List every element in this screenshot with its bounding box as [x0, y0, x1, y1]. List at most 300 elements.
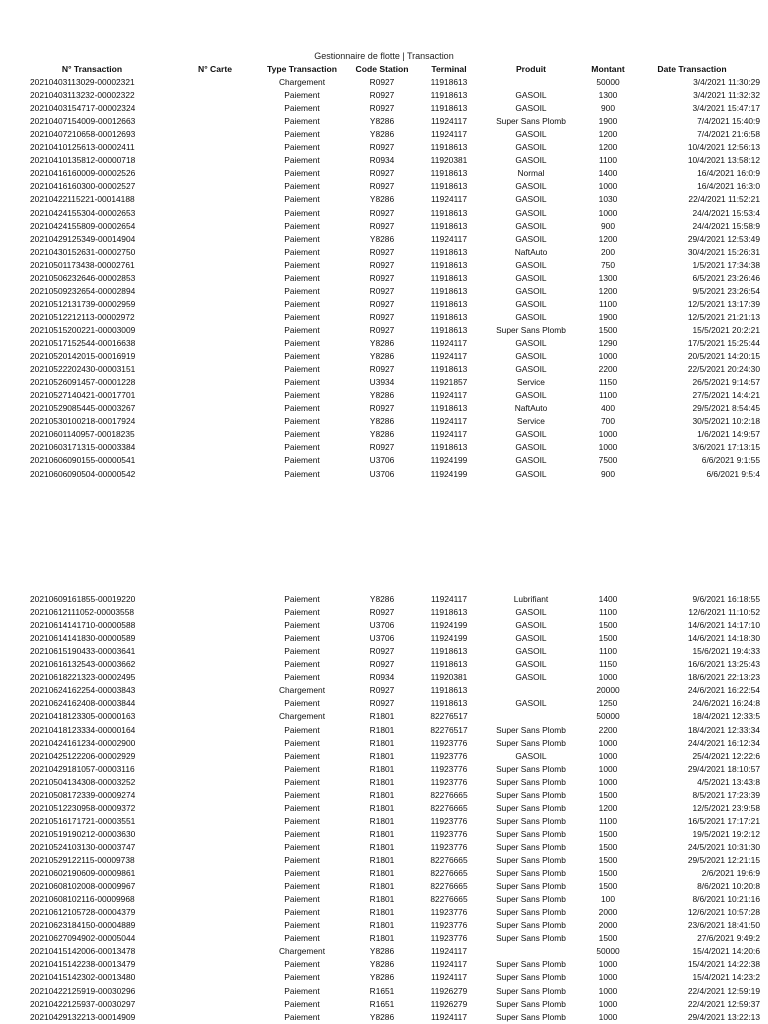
cell-terminal: 11924117	[430, 129, 468, 140]
cell-station-code: R1651	[369, 985, 395, 996]
cell-transaction-id: 20210614141830-00000589	[30, 633, 136, 644]
cell-amount: 1500	[598, 620, 618, 631]
cell-product: GASOIL	[515, 646, 547, 657]
cell-transaction-id: 20210519190212-00003630	[30, 828, 136, 839]
table-row	[0, 684, 768, 697]
cell-terminal: 11923776	[430, 776, 468, 787]
cell-transaction-date: 22/4/2021 12:59:19	[687, 985, 760, 996]
table-row	[0, 1011, 768, 1024]
cell-transaction-type: Paiement	[284, 338, 320, 348]
cell-station-code: Y8286	[369, 390, 395, 401]
cell-product: Super Sans Plomb	[496, 841, 566, 852]
table-row	[0, 298, 768, 311]
cell-transaction-type: Paiement	[284, 429, 320, 440]
cell-station-code: R1801	[369, 724, 395, 735]
cell-transaction-type: Paiement	[284, 894, 320, 905]
table-row	[0, 337, 768, 350]
cell-transaction-id: 20210407210658-00012693	[30, 129, 136, 140]
cell-station-code: Y8286	[369, 129, 395, 140]
cell-station-code: R0927	[369, 442, 395, 453]
cell-transaction-type: Paiement	[284, 724, 320, 735]
table-row	[0, 841, 768, 854]
cell-transaction-type: Paiement	[284, 155, 320, 166]
cell-transaction-id: 20210512131739-00002959	[30, 298, 136, 309]
cell-transaction-type: Paiement	[284, 920, 320, 931]
cell-amount: 1500	[598, 633, 618, 644]
table-row	[0, 428, 768, 441]
cell-transaction-date: 17/5/2021 15:25:44	[687, 338, 760, 348]
cell-amount: 2000	[598, 907, 618, 918]
cell-station-code: R1801	[369, 750, 395, 761]
cell-product: Super Sans Plomb	[496, 933, 566, 944]
cell-transaction-date: 30/4/2021 15:26:31	[687, 246, 760, 257]
cell-product: Super Sans Plomb	[496, 724, 566, 735]
cell-station-code: R0927	[369, 364, 395, 375]
cell-transaction-date: 8/6/2021 10:21:16	[692, 894, 760, 905]
cell-station-code: U3706	[369, 620, 395, 631]
cell-transaction-id: 20210424155304-00002653	[30, 207, 136, 218]
cell-product: Super Sans Plomb	[496, 998, 566, 1009]
cell-transaction-id: 20210624162254-00003843	[30, 685, 136, 696]
cell-station-code: R1801	[369, 868, 395, 879]
cell-transaction-type: Paiement	[284, 259, 320, 270]
cell-amount: 7500	[598, 455, 618, 466]
cell-terminal: 11918613	[430, 285, 468, 296]
table-row	[0, 167, 768, 180]
table-row	[0, 468, 768, 481]
table-row	[0, 415, 768, 428]
cell-product: GASOIL	[515, 672, 547, 683]
cell-transaction-type: Paiement	[284, 168, 320, 179]
cell-terminal: 11918613	[430, 311, 468, 322]
cell-terminal: 11918613	[430, 168, 468, 179]
cell-transaction-type: Paiement	[284, 285, 320, 296]
cell-amount: 50000	[596, 77, 620, 87]
document-title: Gestionnaire de flotte | Transaction	[314, 51, 454, 61]
cell-product: GASOIL	[515, 298, 547, 309]
cell-transaction-type: Paiement	[284, 607, 320, 618]
cell-product: GASOIL	[515, 442, 547, 453]
cell-station-code: R1801	[369, 815, 395, 826]
cell-amount: 1500	[598, 324, 618, 335]
cell-station-code: R0927	[369, 77, 395, 87]
cell-transaction-id: 20210606090504-00000542	[30, 468, 136, 479]
cell-amount: 1500	[598, 881, 618, 892]
cell-transaction-id: 20210403154717-00002324	[30, 103, 136, 114]
cell-station-code: R0927	[369, 142, 395, 153]
cell-product: GASOIL	[515, 311, 547, 322]
cell-transaction-id: 20210614141710-00000588	[30, 620, 136, 631]
cell-terminal: 82276665	[430, 802, 468, 813]
cell-transaction-id: 20210415142006-00013478	[30, 946, 136, 957]
cell-transaction-date: 22/4/2021 12:59:37	[687, 998, 760, 1009]
cell-product: GASOIL	[515, 103, 547, 114]
cell-terminal: 82276665	[430, 894, 468, 905]
cell-transaction-type: Chargement	[278, 946, 326, 957]
cell-station-code: R0927	[369, 298, 395, 309]
cell-transaction-id: 20210512230958-00009372	[30, 802, 136, 813]
cell-product: Super Sans Plomb	[496, 763, 566, 774]
cell-station-code: U3706	[369, 633, 395, 644]
cell-terminal: 11924117	[430, 233, 468, 244]
cell-transaction-type: Paiement	[284, 324, 320, 335]
cell-transaction-id: 20210418123305-00000163	[30, 711, 136, 722]
cell-transaction-id: 20210618221323-00002495	[30, 672, 136, 683]
cell-transaction-id: 20210415142238-00013479	[30, 959, 136, 970]
cell-transaction-type: Paiement	[284, 620, 320, 631]
cell-transaction-date: 9/5/2021 23:26:54	[692, 285, 760, 296]
cell-terminal: 11918613	[430, 259, 468, 270]
cell-product: Super Sans Plomb	[496, 815, 566, 826]
cell-amount: 1500	[598, 789, 618, 800]
cell-transaction-type: Paiement	[284, 377, 320, 388]
cell-amount: 1290	[598, 338, 618, 348]
cell-station-code: R1801	[369, 776, 395, 787]
cell-transaction-date: 12/5/2021 13:17:39	[687, 298, 760, 309]
cell-transaction-id: 20210429132213-00014909	[30, 1011, 136, 1022]
cell-amount: 1900	[598, 311, 618, 322]
table-row	[0, 102, 768, 115]
cell-product: GASOIL	[515, 207, 547, 218]
cell-terminal: 11918613	[430, 685, 468, 696]
cell-transaction-date: 29/5/2021 8:54:45	[692, 403, 760, 414]
cell-amount: 700	[601, 416, 615, 427]
cell-amount: 1500	[598, 828, 618, 839]
cell-transaction-type: Paiement	[284, 881, 320, 892]
cell-station-code: R1801	[369, 933, 395, 944]
cell-terminal: 11926279	[430, 998, 468, 1009]
cell-terminal: 11924117	[430, 116, 468, 127]
column-header-transaction-date: Date Transaction	[657, 64, 727, 74]
cell-terminal: 11918613	[430, 142, 468, 153]
cell-amount: 1100	[598, 155, 617, 166]
cell-transaction-type: Paiement	[284, 855, 320, 865]
table-row	[0, 998, 768, 1011]
cell-transaction-id: 20210416160009-00002526	[30, 168, 136, 179]
cell-transaction-id: 20210429125349-00014904	[30, 233, 136, 244]
cell-transaction-date: 8/6/2021 10:20:8	[697, 881, 760, 892]
cell-transaction-id: 20210529085445-00003267	[30, 403, 136, 414]
cell-terminal: 11918613	[430, 220, 468, 231]
cell-terminal: 82276665	[430, 789, 468, 800]
cell-amount: 1200	[598, 142, 618, 153]
cell-transaction-type: Paiement	[284, 789, 320, 800]
cell-terminal: 11918613	[430, 181, 468, 192]
cell-station-code: R0927	[369, 685, 395, 696]
cell-amount: 1100	[598, 390, 617, 401]
cell-transaction-date: 24/4/2021 15:58:9	[692, 220, 760, 231]
cell-product: GASOIL	[515, 155, 547, 166]
cell-transaction-id: 20210424161234-00002900	[30, 737, 136, 748]
cell-transaction-date: 26/5/2021 9:14:57	[692, 377, 760, 388]
cell-terminal: 11924117	[430, 338, 468, 348]
cell-transaction-date: 1/5/2021 17:34:38	[692, 259, 760, 270]
cell-transaction-id: 20210529122115-00009738	[30, 855, 135, 865]
cell-terminal: 11923776	[430, 907, 468, 918]
cell-terminal: 11923776	[430, 933, 468, 944]
cell-product: GASOIL	[515, 633, 547, 644]
cell-transaction-date: 6/6/2021 9:1:55	[701, 455, 760, 466]
cell-transaction-type: Paiement	[284, 672, 320, 683]
cell-transaction-id: 20210522202430-00003151	[30, 364, 136, 375]
cell-transaction-type: Paiement	[284, 416, 320, 427]
cell-terminal: 11924199	[430, 455, 468, 466]
cell-product: Super Sans Plomb	[496, 737, 566, 748]
cell-terminal: 11923776	[430, 750, 468, 761]
cell-transaction-type: Paiement	[284, 103, 320, 114]
cell-transaction-id: 20210603171315-00003384	[30, 442, 136, 453]
table-row	[0, 971, 768, 984]
cell-transaction-id: 20210425122206-00002929	[30, 750, 136, 761]
cell-transaction-date: 15/4/2021 14:23:2	[692, 972, 760, 983]
cell-station-code: Y8286	[369, 194, 395, 205]
cell-station-code: R1801	[369, 828, 395, 839]
cell-amount: 1000	[598, 776, 618, 787]
cell-terminal: 11918613	[430, 646, 468, 657]
cell-transaction-type: Paiement	[284, 403, 320, 414]
cell-terminal: 11924117	[430, 959, 468, 970]
cell-transaction-type: Paiement	[284, 220, 320, 231]
cell-transaction-date: 24/5/2021 10:31:30	[687, 841, 760, 852]
cell-transaction-id: 20210501173438-00002761	[30, 259, 135, 270]
cell-product: GASOIL	[515, 272, 547, 283]
cell-amount: 1000	[598, 985, 618, 996]
cell-transaction-id: 20210627094902-00005044	[30, 933, 136, 944]
cell-terminal: 11918613	[430, 272, 468, 283]
cell-product: Service	[517, 377, 545, 388]
cell-transaction-type: Paiement	[284, 985, 320, 996]
cell-transaction-type: Paiement	[284, 181, 320, 192]
cell-transaction-type: Paiement	[284, 390, 320, 401]
cell-transaction-id: 20210410135812-00000718	[30, 155, 136, 166]
cell-station-code: R0927	[369, 220, 395, 231]
cell-product: GASOIL	[515, 338, 547, 348]
cell-terminal: 11924117	[430, 972, 468, 983]
cell-transaction-type: Paiement	[284, 737, 320, 748]
table-row	[0, 180, 768, 193]
cell-transaction-date: 16/6/2021 13:25:43	[687, 659, 760, 670]
cell-station-code: Y8286	[369, 946, 395, 957]
table-row	[0, 945, 768, 958]
cell-transaction-type: Paiement	[284, 776, 320, 787]
cell-transaction-type: Paiement	[284, 246, 320, 257]
cell-amount: 50000	[596, 711, 620, 722]
cell-terminal: 11924199	[430, 468, 468, 479]
cell-product: Super Sans Plomb	[496, 894, 566, 905]
cell-transaction-type: Paiement	[284, 646, 320, 657]
column-header-station-code: Code Station	[355, 64, 409, 74]
table-row	[0, 958, 768, 971]
cell-transaction-id: 20210612105728-00004379	[30, 907, 136, 918]
cell-station-code: R1801	[369, 881, 395, 892]
cell-transaction-date: 23/6/2021 18:41:50	[687, 920, 760, 931]
cell-amount: 1200	[598, 285, 618, 296]
cell-station-code: R0927	[369, 259, 395, 270]
column-header-transaction-id: N° Transaction	[61, 64, 123, 74]
cell-transaction-type: Paiement	[284, 659, 320, 670]
cell-product: Super Sans Plomb	[496, 324, 566, 335]
table-row	[0, 815, 768, 828]
cell-transaction-type: Paiement	[284, 142, 320, 153]
cell-amount: 1400	[598, 594, 618, 604]
table-row	[0, 658, 768, 671]
cell-terminal: 11918613	[430, 298, 468, 309]
cell-station-code: R0934	[369, 155, 395, 166]
cell-transaction-id: 20210508172339-00009274	[30, 789, 136, 800]
table-row	[0, 115, 768, 128]
cell-transaction-type: Paiement	[284, 455, 320, 466]
cell-transaction-id: 20210415142302-00013480	[30, 972, 136, 983]
cell-station-code: R0927	[369, 324, 395, 335]
cell-terminal: 11924117	[430, 351, 468, 362]
table-row	[0, 724, 768, 737]
cell-transaction-id: 20210416160300-00002527	[30, 181, 136, 192]
cell-transaction-date: 14/6/2021 14:18:30	[687, 633, 760, 644]
cell-transaction-type: Paiement	[284, 233, 320, 244]
cell-amount: 1400	[598, 168, 618, 179]
cell-amount: 1200	[598, 802, 618, 813]
cell-transaction-id: 20210429181057-00003116	[30, 763, 135, 774]
cell-product: GASOIL	[515, 233, 547, 244]
table-row	[0, 389, 768, 402]
cell-transaction-date: 15/5/2021 20:2:21	[692, 324, 760, 335]
cell-transaction-date: 16/4/2021 16:3:0	[697, 181, 760, 192]
cell-transaction-date: 18/4/2021 12:33:34	[687, 724, 760, 735]
cell-amount: 1000	[598, 429, 618, 440]
cell-product: Super Sans Plomb	[496, 802, 566, 813]
cell-transaction-type: Paiement	[284, 207, 320, 218]
cell-station-code: R1651	[369, 998, 395, 1009]
table-row	[0, 919, 768, 932]
cell-transaction-id: 20210430152631-00002750	[30, 246, 136, 257]
cell-station-code: Y8286	[369, 972, 395, 983]
cell-amount: 1500	[598, 855, 618, 865]
cell-product: GASOIL	[515, 468, 547, 479]
cell-transaction-date: 29/4/2021 18:10:57	[687, 763, 760, 774]
cell-transaction-id: 20210602190609-00009861	[30, 868, 136, 879]
cell-amount: 1000	[598, 1011, 618, 1022]
table-row	[0, 737, 768, 750]
cell-transaction-type: Paiement	[284, 868, 320, 879]
cell-transaction-type: Paiement	[284, 750, 320, 761]
cell-terminal: 11918613	[430, 246, 468, 257]
cell-terminal: 11924117	[430, 1011, 468, 1022]
cell-terminal: 11918613	[430, 659, 468, 670]
cell-product: GASOIL	[515, 698, 547, 709]
cell-terminal: 11924117	[430, 594, 468, 604]
cell-transaction-type: Paiement	[284, 841, 320, 852]
cell-transaction-date: 25/4/2021 12:22:6	[692, 750, 760, 761]
cell-station-code: R1801	[369, 907, 395, 918]
cell-station-code: R0927	[369, 659, 395, 670]
table-row	[0, 285, 768, 298]
cell-transaction-date: 24/4/2021 16:12:34	[687, 737, 760, 748]
table-row	[0, 867, 768, 880]
cell-transaction-type: Paiement	[284, 594, 320, 604]
cell-transaction-date: 15/4/2021 14:22:38	[687, 959, 760, 970]
cell-transaction-date: 12/6/2021 11:10:52	[688, 607, 760, 618]
cell-terminal: 11923776	[430, 763, 468, 774]
cell-terminal: 82276665	[430, 855, 468, 865]
cell-product: Lubrifiant	[513, 594, 549, 604]
cell-amount: 1000	[598, 959, 618, 970]
table-row	[0, 593, 768, 606]
cell-transaction-date: 8/5/2021 17:23:39	[692, 789, 760, 800]
cell-terminal: 11923776	[430, 841, 468, 852]
cell-transaction-type: Paiement	[284, 907, 320, 918]
cell-terminal: 11924199	[430, 620, 468, 631]
cell-station-code: R0927	[369, 285, 395, 296]
cell-amount: 1030	[598, 194, 618, 205]
cell-transaction-date: 3/4/2021 11:30:29	[693, 77, 760, 87]
cell-product: GASOIL	[515, 181, 547, 192]
table-row	[0, 776, 768, 789]
cell-terminal: 82276517	[430, 711, 468, 722]
cell-terminal: 11918613	[430, 90, 468, 101]
cell-terminal: 11923776	[430, 815, 468, 826]
cell-station-code: R1801	[369, 894, 395, 905]
cell-transaction-id: 20210424155809-00002654	[30, 220, 136, 231]
table-row	[0, 128, 768, 141]
cell-station-code: R1801	[369, 855, 395, 865]
cell-transaction-id: 20210530100218-00017924	[30, 416, 136, 427]
cell-amount: 20000	[596, 685, 620, 696]
cell-transaction-type: Paiement	[284, 129, 320, 140]
cell-terminal: 11924117	[430, 194, 468, 205]
cell-amount: 1000	[598, 972, 618, 983]
cell-amount: 900	[601, 468, 615, 479]
cell-station-code: R0927	[369, 272, 395, 283]
cell-product: Super Sans Plomb	[496, 959, 566, 970]
cell-transaction-id: 20210410125613-00002411	[30, 142, 135, 153]
table-row	[0, 233, 768, 246]
cell-transaction-type: Paiement	[284, 633, 320, 644]
cell-amount: 1200	[598, 129, 618, 140]
cell-transaction-type: Paiement	[284, 815, 320, 826]
cell-transaction-id: 20210506232646-00002853	[30, 272, 136, 283]
cell-transaction-date: 3/4/2021 15:47:17	[692, 103, 760, 114]
cell-transaction-id: 20210403113232-00002322	[30, 90, 135, 101]
cell-terminal: 11918613	[430, 698, 468, 709]
cell-transaction-date: 24/6/2021 16:24:8	[692, 698, 760, 709]
cell-station-code: R0927	[369, 103, 395, 114]
cell-transaction-id: 20210601140957-00018235	[30, 429, 135, 440]
cell-product: Super Sans Plomb	[496, 907, 566, 918]
cell-transaction-id: 20210616132543-00003662	[30, 659, 136, 670]
table-row	[0, 619, 768, 632]
cell-product: GASOIL	[515, 142, 547, 153]
cell-station-code: R0927	[369, 311, 395, 322]
cell-product: Super Sans Plomb	[496, 920, 566, 931]
column-header-amount: Montant	[591, 64, 625, 74]
cell-station-code: Y8286	[369, 594, 395, 604]
cell-product: GASOIL	[515, 259, 547, 270]
cell-product: NaftAuto	[514, 246, 548, 257]
cell-transaction-id: 20210624162408-00003844	[30, 698, 136, 709]
cell-station-code: U3934	[369, 377, 395, 388]
cell-amount: 1000	[598, 737, 618, 748]
cell-amount: 200	[601, 246, 615, 257]
cell-terminal: 11924117	[430, 390, 468, 401]
cell-terminal: 11924199	[430, 633, 468, 644]
cell-product: Super Sans Plomb	[496, 985, 566, 996]
cell-terminal: 11924117	[430, 429, 468, 440]
table-row	[0, 350, 768, 363]
cell-transaction-date: 15/6/2021 19:4:33	[692, 646, 760, 657]
cell-transaction-type: Paiement	[284, 998, 320, 1009]
table-row	[0, 402, 768, 415]
cell-amount: 1500	[598, 841, 618, 852]
